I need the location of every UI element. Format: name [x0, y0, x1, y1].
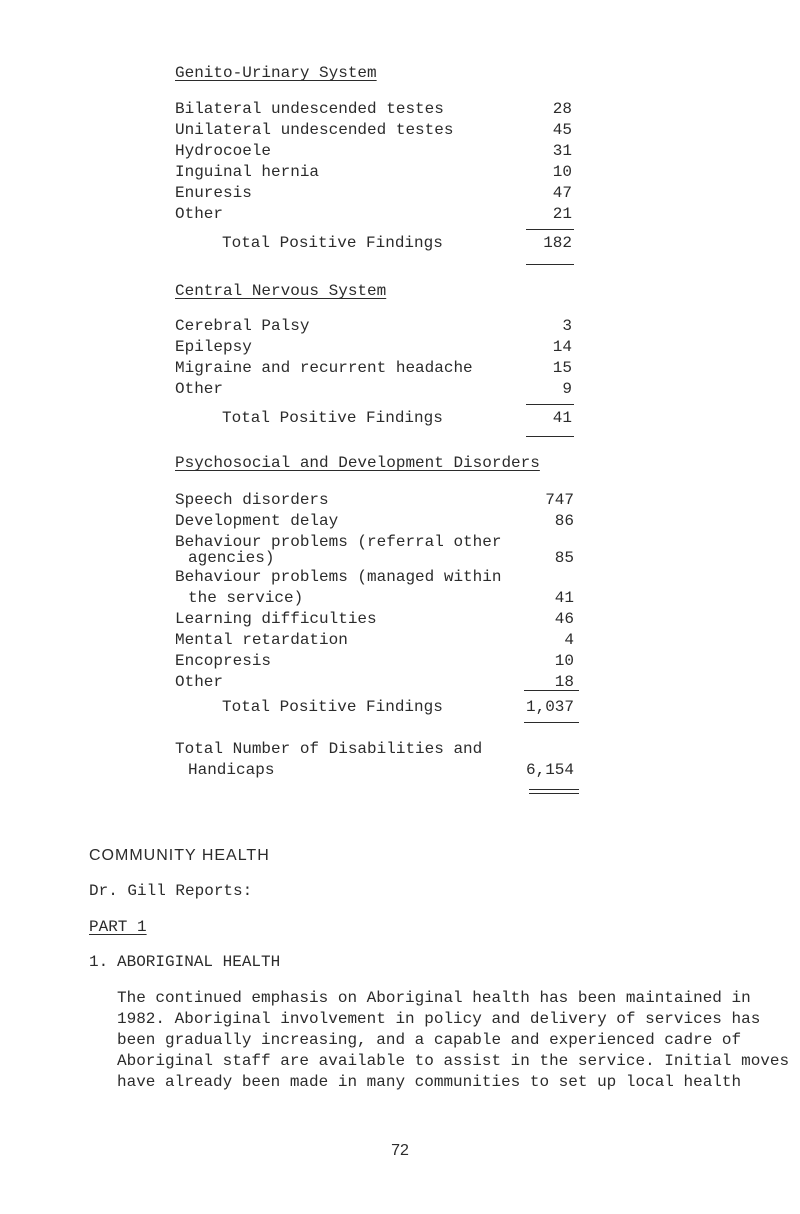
list-item-value: 41 [554, 589, 574, 607]
list-item-value: 21 [552, 205, 572, 223]
total-value: 1,037 [525, 698, 574, 716]
total-rule [526, 436, 574, 437]
total-value: 41 [552, 409, 572, 427]
list-item-label: Learning difficulties [175, 610, 377, 628]
section-heading-psychosocial: Psychosocial and Development Disorders [175, 454, 540, 472]
list-item-label: Other [175, 205, 224, 223]
grand-total-value: 6,154 [525, 761, 574, 779]
list-item-label: Behaviour problems (referral other [175, 533, 502, 551]
item-number: 1. [89, 953, 109, 971]
list-item-value: 47 [552, 184, 572, 202]
list-item-label: Other [175, 380, 224, 398]
list-item-label: Epilepsy [175, 338, 252, 356]
list-item-value: 86 [554, 512, 574, 530]
list-item-value: 85 [554, 549, 574, 567]
total-rule [524, 690, 579, 691]
item-title: ABORIGINAL HEALTH [117, 953, 281, 971]
list-item-label: Bilateral undescended testes [175, 100, 444, 118]
total-value: 182 [543, 234, 572, 252]
paragraph-line: have already been made in many communities to set up local health [117, 1073, 742, 1091]
total-rule [526, 404, 574, 405]
list-item-label: Hydrocoele [175, 142, 272, 160]
total-rule [524, 722, 579, 723]
list-item-value: 4 [564, 631, 574, 649]
list-item-value: 3 [562, 317, 572, 335]
list-item-value: 10 [554, 652, 574, 670]
list-item-label-continuation: agencies) [188, 549, 275, 567]
section-heading-genito-urinary: Genito-Urinary System [175, 64, 377, 82]
total-rule [526, 264, 574, 265]
list-item-label: Speech disorders [175, 491, 329, 509]
list-item-label: Inguinal hernia [175, 163, 320, 181]
list-item-value: 31 [552, 142, 572, 160]
section-heading-central-nervous: Central Nervous System [175, 282, 387, 300]
list-item-value: 46 [554, 610, 574, 628]
list-item-label: Encopresis [175, 652, 272, 670]
paragraph-line: 1982. Aboriginal involvement in policy and delivery of services has [117, 1010, 761, 1028]
list-item-label: Development delay [175, 512, 339, 530]
grand-total-label: Total Number of Disabilities and [175, 740, 483, 758]
report-attribution: Dr. Gill Reports: [89, 882, 253, 900]
paragraph-line: The continued emphasis on Aboriginal health has been maintained in [117, 989, 751, 1007]
list-item-value: 15 [552, 359, 572, 377]
list-item-label-continuation: the service) [188, 589, 304, 607]
total-label: Total Positive Findings [222, 698, 443, 716]
list-item-label: Migraine and recurrent headache [175, 359, 473, 377]
list-item-value: 9 [562, 380, 572, 398]
list-item-value: 28 [552, 100, 572, 118]
list-item-label: Behaviour problems (managed within [175, 568, 502, 586]
list-item-label: Cerebral Palsy [175, 317, 310, 335]
list-item-value: 14 [552, 338, 572, 356]
paragraph-line: been gradually increasing, and a capable and experienced cadre of [117, 1031, 742, 1049]
list-item-label: Unilateral undescended testes [175, 121, 454, 139]
list-item-value: 45 [552, 121, 572, 139]
total-label: Total Positive Findings [222, 234, 443, 252]
list-item-value: 18 [554, 673, 574, 691]
total-label: Total Positive Findings [222, 409, 443, 427]
section-heading-community-health: COMMUNITY HEALTH [89, 847, 270, 864]
list-item-value: 747 [545, 491, 574, 509]
paragraph-line: Aboriginal staff are available to assist in the service. Initial moves [117, 1052, 790, 1070]
list-item-label: Enuresis [175, 184, 252, 202]
list-item-label: Other [175, 673, 224, 691]
list-item-label: Mental retardation [175, 631, 348, 649]
total-rule [526, 229, 574, 230]
grand-total-label-continuation: Handicaps [188, 761, 275, 779]
double-rule [529, 789, 579, 794]
part-heading: PART 1 [89, 918, 147, 936]
page-number: 72 [391, 1142, 409, 1159]
list-item-value: 10 [552, 163, 572, 181]
